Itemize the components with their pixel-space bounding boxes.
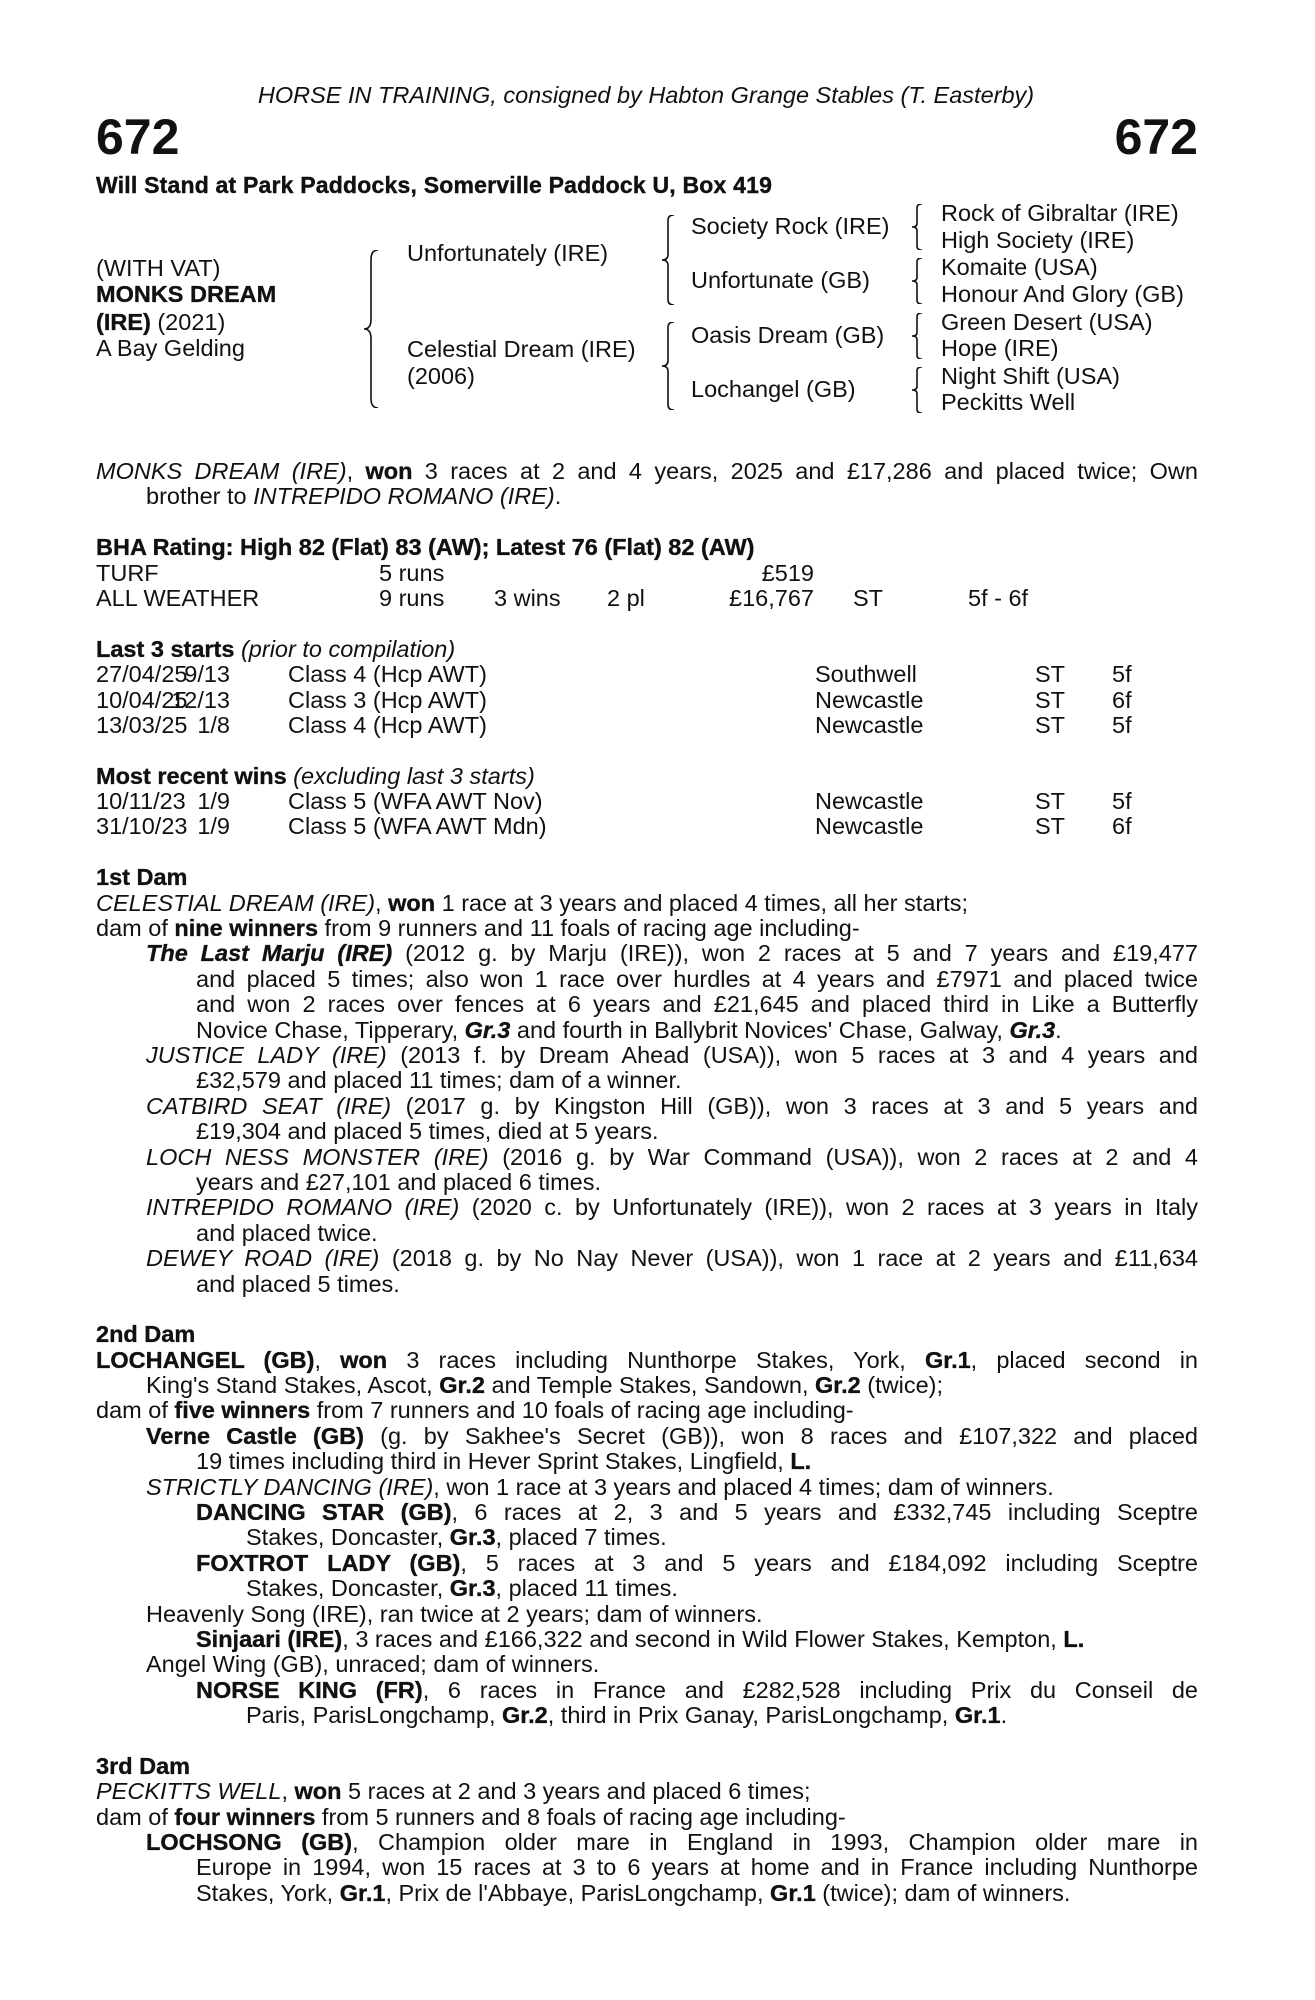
spacer (96, 1729, 1198, 1754)
text-segment: (g. by Sakhee's Secret (GB)), won 8 races and £107,322 and placed (363, 1422, 1198, 1449)
start-row-distance: 5f (1112, 661, 1132, 688)
text-segment: Gr.1 (954, 1702, 1001, 1729)
text-segment: from 5 runners and 8 foals of racing age including- (315, 1803, 846, 1830)
text-segment: won (388, 889, 436, 916)
dam-year: (2006) (407, 363, 475, 389)
text-segment: , third in Prix Ganay, ParisLongchamp, (547, 1702, 955, 1729)
text-segment: Stakes, York, (196, 1879, 340, 1906)
catalogue-body (96, 459, 1198, 1906)
dam: Celestial Dream (IRE) (407, 336, 636, 362)
text-segment: years and £27,101 and placed 6 times. (196, 1168, 601, 1195)
spacer (96, 840, 1198, 865)
start-row-track: ST (1035, 661, 1066, 688)
text-segment: , placed second in (970, 1346, 1198, 1373)
text-segment: Gr.1 (339, 1879, 386, 1906)
text-line (196, 992, 1198, 1017)
dam-heading: 3rd Dam (96, 1752, 191, 1779)
rating-row-runs: 5 runs (379, 559, 445, 586)
text-line (196, 1221, 1198, 1246)
dam-section (96, 1754, 1198, 1906)
text-segment: and placed 5 times. (196, 1270, 400, 1297)
text-segment: 5 races at 2 and 3 years and placed 6 times; (341, 1778, 811, 1805)
text-segment: won (365, 458, 413, 484)
start-row-venue: Southwell (815, 661, 917, 688)
text-segment: , 5 races at 3 and 5 years and £184,092 including Sceptre (460, 1549, 1198, 1576)
text-segment: Heavenly Song (IRE), ran twice at 2 years; dam of winners. (146, 1600, 763, 1627)
consignment-heading: HORSE IN TRAINING, consigned by Habton Grange Stables (T. Easterby) (257, 82, 1035, 108)
g3-ancestor: Green Desert (USA) (941, 309, 1153, 335)
text-segment: Verne Castle (GB) (146, 1422, 364, 1449)
text-line (146, 1830, 1198, 1855)
win-row-track: ST (1035, 813, 1066, 840)
win-row-pos: 1/9 (197, 813, 230, 840)
text-line (96, 891, 1198, 916)
paragraph (96, 1348, 1198, 1399)
start-row-date: 13/03/25 (96, 711, 188, 738)
rating-row (96, 561, 1198, 586)
text-segment: CELESTIAL DREAM (IRE) (96, 889, 376, 916)
paragraph (96, 1830, 1198, 1906)
text-segment: NORSE KING (FR) (196, 1676, 423, 1703)
start-row-date: 10/04/25 (96, 686, 188, 713)
vat-note: (WITH VAT) (96, 255, 221, 281)
text-line (146, 484, 1198, 509)
text-segment: four winners (174, 1803, 316, 1830)
start-row-track: ST (1035, 686, 1066, 713)
text-segment: . (1000, 1702, 1008, 1729)
text-segment: Gr.3 (449, 1524, 496, 1551)
paragraph (96, 1805, 1198, 1830)
text-segment: 3 races including Nunthorpe Stakes, York, (387, 1346, 925, 1373)
text-segment: Gr.2 (439, 1372, 485, 1399)
text-line (146, 1602, 1198, 1627)
start-row-venue: Newcastle (815, 686, 924, 713)
start-row (96, 713, 1198, 738)
text-segment: brother to (146, 483, 254, 510)
text-segment: dam of (96, 1803, 175, 1830)
text-segment: Stakes, Doncaster, (246, 1575, 450, 1602)
text-segment: £32,579 and placed 11 times; dam of a winner. (196, 1067, 682, 1094)
text-line (196, 1119, 1198, 1144)
text-line (146, 1424, 1198, 1449)
text-segment: dam of (96, 915, 175, 942)
last-starts-section (96, 637, 1198, 739)
text-segment: won (294, 1778, 342, 1805)
rating-row-surface: TURF (96, 559, 159, 586)
win-row-race: Class 5 (WFA AWT Nov) (288, 788, 543, 815)
start-row-distance: 5f (1112, 711, 1132, 738)
text-segment: and placed twice. (196, 1219, 378, 1246)
text-line (196, 1678, 1198, 1703)
paragraph (96, 1627, 1198, 1652)
text-segment: , placed 11 times. (495, 1575, 678, 1602)
horse-year: (2021) (150, 309, 226, 335)
text-line (96, 1348, 1198, 1373)
text-line (96, 459, 1198, 484)
paragraph (96, 1398, 1198, 1423)
start-row-race: Class 3 (Hcp AWT) (288, 686, 487, 713)
text-segment: PECKITTS WELL (96, 1778, 282, 1805)
text-segment: , placed 7 times. (495, 1524, 667, 1551)
race-record-summary (96, 459, 1198, 510)
text-segment: Paris, ParisLongchamp, (246, 1702, 503, 1729)
text-line (196, 1855, 1198, 1880)
rating-row-prize: £16,767 (729, 584, 814, 611)
text-segment: Sinjaari (IRE) (196, 1625, 343, 1652)
text-segment: five winners (174, 1397, 311, 1424)
text-segment: Novice Chase, Tipperary, (196, 1016, 465, 1043)
dam-section (96, 1322, 1198, 1728)
text-segment: , 6 races in France and £282,528 including Prix du Conseil de (422, 1676, 1198, 1703)
g3-ancestor: Peckitts Well (941, 389, 1076, 415)
paragraph (96, 941, 1198, 1043)
text-segment: Gr.1 (924, 1346, 971, 1373)
paragraph (96, 1551, 1198, 1602)
text-line (96, 1398, 1198, 1423)
last-starts-note: (prior to compilation) (234, 635, 456, 662)
text-segment: , won 1 race at 3 years and placed 4 times; dam of winners. (433, 1473, 1054, 1500)
sire-dam: Unfortunate (GB) (691, 267, 870, 293)
text-segment: STRICTLY DANCING (IRE) (146, 1473, 434, 1500)
g3-ancestor: Hope (IRE) (941, 335, 1059, 361)
lot-number-left: 672 (96, 109, 180, 165)
sire-line-brace (662, 215, 674, 305)
text-segment: LOCHANGEL (GB) (96, 1346, 315, 1373)
paragraph (96, 1678, 1198, 1729)
text-segment: LOCHSONG (GB) (146, 1829, 353, 1856)
text-segment: The Last Marju (IRE) (146, 940, 393, 967)
text-line (96, 1805, 1198, 1830)
text-segment: (twice); dam of winners. (815, 1879, 1071, 1906)
paragraph (96, 1043, 1198, 1094)
paragraph (96, 1500, 1198, 1551)
text-line (196, 1272, 1198, 1297)
paragraph (96, 1195, 1198, 1246)
stable-location: Will Stand at Park Paddocks, Somerville Paddock U, Box 419 (96, 172, 773, 198)
pedigree-brace (364, 250, 378, 408)
win-row-pos: 1/9 (197, 788, 230, 815)
text-segment: MONKS DREAM (IRE) (96, 458, 347, 484)
text-line (246, 1525, 1198, 1550)
recent-wins-title: Most recent wins (96, 762, 287, 789)
start-row-pos: 1/8 (197, 711, 230, 738)
g3-ancestor: Komaite (USA) (941, 254, 1098, 280)
text-segment: from 7 runners and 10 foals of racing age including- (310, 1397, 854, 1424)
text-segment: (2016 g. by War Command (USA)), won 2 races at 2 and 4 (488, 1143, 1199, 1170)
dam-heading: 2nd Dam (96, 1321, 196, 1348)
text-segment: Angel Wing (GB), unraced; dam of winners. (146, 1651, 600, 1678)
start-row-date: 27/04/25 (96, 661, 188, 688)
text-line (196, 1449, 1198, 1474)
text-segment: (2012 g. by Marju (IRE)), won 2 races at 5 and 7 years and £19,477 (392, 940, 1198, 967)
dam-dam: Lochangel (GB) (691, 376, 856, 402)
horse-country-year (96, 309, 225, 335)
text-segment: FOXTROT LADY (GB) (196, 1549, 461, 1576)
lot-number-right: 672 (1114, 109, 1198, 165)
text-segment: 19 times including third in Hever Sprint Stakes, Lingfield, (196, 1448, 791, 1475)
text-line (196, 967, 1198, 992)
text-segment: , Champion older mare in England in 1993, Champion older mare in (352, 1829, 1198, 1856)
text-segment: . (554, 483, 562, 510)
text-segment: (2013 f. by Dream Ahead (USA)), won 5 races at 3 and 4 years and (386, 1041, 1198, 1068)
paragraph (96, 459, 1198, 510)
text-segment: , Prix de l'Abbaye, ParisLongchamp, (385, 1879, 771, 1906)
text-segment: (2017 g. by Kingston Hill (GB)), won 3 races at 3 and 5 years and (391, 1092, 1198, 1119)
text-line (196, 1881, 1198, 1906)
sire-sire: Society Rock (IRE) (691, 213, 890, 239)
text-segment: Gr.2 (502, 1702, 548, 1729)
text-line (196, 1627, 1198, 1652)
win-row-race: Class 5 (WFA AWT Mdn) (288, 813, 547, 840)
start-row (96, 662, 1198, 687)
text-segment: and placed 5 times; also won 1 race over hurdles at 4 years and £7971 and placed twice (196, 965, 1198, 992)
g3-brace (912, 258, 922, 304)
text-segment: (2018 g. by No Nay Never (USA)), won 1 race at 2 years and £11,634 (379, 1245, 1198, 1272)
text-line (146, 941, 1198, 966)
dam-heading: 1st Dam (96, 864, 188, 891)
text-segment: , (314, 1346, 341, 1373)
paragraph (96, 916, 1198, 941)
rating-row-runs: 9 runs (379, 584, 445, 611)
start-row-distance: 6f (1112, 686, 1132, 713)
g3-brace (912, 204, 922, 250)
rating-row-surface: ALL WEATHER (96, 584, 260, 611)
rating-heading: BHA Rating: High 82 (Flat) 83 (AW); Latest 76 (Flat) 82 (AW) (96, 534, 755, 561)
text-line (196, 1018, 1198, 1043)
text-line (246, 1703, 1198, 1728)
text-segment: and won 2 races over fences at 6 years and £21,645 and placed third in Like a Butterfly (196, 991, 1198, 1018)
win-row-track: ST (1035, 788, 1066, 815)
text-segment: and fourth in Ballybrit Novices' Chase, Galway, (510, 1016, 1010, 1043)
text-segment: £19,304 and placed 5 times, died at 5 years. (196, 1118, 659, 1145)
text-line (146, 1373, 1198, 1398)
paragraph (96, 1145, 1198, 1196)
start-row-race: Class 4 (Hcp AWT) (288, 661, 487, 688)
text-segment: (2020 c. by Unfortunately (IRE)), won 2 races at 3 years in Italy (459, 1194, 1199, 1221)
paragraph (96, 1652, 1198, 1677)
text-line (146, 1043, 1198, 1068)
text-line (196, 1500, 1198, 1525)
rating-row-wins: 3 wins (494, 584, 561, 611)
text-segment: Gr.2 (815, 1372, 861, 1399)
start-row (96, 688, 1198, 713)
rating-section (96, 535, 1198, 611)
sire: Unfortunately (IRE) (407, 240, 609, 266)
horse-country: (IRE) (96, 309, 151, 335)
text-segment: Europe in 1994, won 15 races at 3 to 6 years at home and in France including Nunthorpe (196, 1854, 1198, 1881)
start-row-venue: Newcastle (815, 711, 924, 738)
text-segment: Gr.3 (449, 1575, 496, 1602)
text-segment: DANCING STAR (GB) (196, 1499, 452, 1526)
recent-wins-heading (96, 764, 1198, 789)
g3-ancestor: Rock of Gibraltar (IRE) (941, 200, 1179, 226)
start-row-track: ST (1035, 711, 1066, 738)
spacer (96, 1297, 1198, 1322)
text-segment: DEWEY ROAD (IRE) (146, 1245, 380, 1272)
paragraph (96, 891, 1198, 916)
text-segment: JUSTICE LADY (IRE) (146, 1041, 387, 1068)
rating-row-prize: £519 (761, 559, 814, 586)
horse-name: MONKS DREAM (96, 281, 277, 307)
text-line (196, 1551, 1198, 1576)
text-segment: 3 races at 2 and 4 years, 2025 and £17,286 and placed twice; Own (412, 458, 1198, 484)
g3-ancestor: Night Shift (USA) (941, 363, 1120, 389)
text-segment: nine winners (174, 915, 319, 942)
rating-row-track: ST (853, 584, 884, 611)
text-segment: won (340, 1346, 388, 1373)
text-segment: and Temple Stakes, Sandown, (484, 1372, 816, 1399)
dam-line-brace (662, 322, 674, 410)
text-segment: Gr.3 (464, 1016, 511, 1043)
start-row-pos: 9/13 (184, 661, 230, 688)
text-segment: Gr.3 (1009, 1016, 1056, 1043)
start-row-race: Class 4 (Hcp AWT) (288, 711, 487, 738)
win-row-venue: Newcastle (815, 813, 924, 840)
g3-ancestor: Honour And Glory (GB) (941, 281, 1184, 307)
text-line (146, 1475, 1198, 1500)
text-segment: L. (1063, 1625, 1085, 1652)
last-starts-heading (96, 637, 1198, 662)
text-line (196, 1170, 1198, 1195)
g3-brace (912, 367, 922, 413)
text-line (146, 1094, 1198, 1119)
dam-sire: Oasis Dream (GB) (691, 322, 885, 348)
text-segment: . (1055, 1016, 1062, 1043)
paragraph (96, 1602, 1198, 1627)
win-row-distance: 6f (1112, 813, 1132, 840)
last-starts-title: Last 3 starts (96, 635, 235, 662)
text-segment: , (346, 458, 366, 484)
text-segment: (twice); (860, 1372, 943, 1399)
rating-row-distance: 5f - 6f (968, 584, 1029, 611)
horse-description: A Bay Gelding (96, 335, 245, 361)
text-line (96, 1779, 1198, 1804)
text-segment: from 9 runners and 11 foals of racing age including- (318, 915, 860, 942)
text-segment: LOCH NESS MONSTER (IRE) (146, 1143, 489, 1170)
rating-row-placed: 2 pl (607, 584, 645, 611)
text-line (146, 1195, 1198, 1220)
text-line (246, 1576, 1198, 1601)
text-segment: King's Stand Stakes, Ascot, (146, 1372, 440, 1399)
start-row-pos: 12/13 (171, 686, 230, 713)
paragraph (96, 1246, 1198, 1297)
text-line (146, 1652, 1198, 1677)
text-segment: , (375, 889, 389, 916)
rating-row (96, 586, 1198, 611)
text-segment: 1 race at 3 years and placed 4 times, all her starts; (435, 889, 969, 916)
win-row-date: 10/11/23 (96, 788, 186, 815)
text-line (196, 1068, 1198, 1093)
text-segment: Stakes, Doncaster, (246, 1524, 450, 1551)
text-segment: , 3 races and £166,322 and second in Wild Flower Stakes, Kempton, (342, 1625, 1064, 1652)
text-segment: INTREPIDO ROMANO (IRE) (253, 483, 555, 510)
win-row (96, 814, 1198, 839)
paragraph (96, 1094, 1198, 1145)
paragraph (96, 1475, 1198, 1500)
text-segment: , (281, 1778, 295, 1805)
g3-brace (912, 313, 922, 359)
win-row-date: 31/10/23 (96, 813, 188, 840)
win-row (96, 789, 1198, 814)
text-segment: Gr.1 (770, 1879, 816, 1906)
text-segment: INTREPIDO ROMANO (IRE) (146, 1194, 460, 1221)
text-line (96, 916, 1198, 941)
recent-wins-section (96, 764, 1198, 840)
win-row-distance: 5f (1112, 788, 1132, 815)
text-segment: CATBIRD SEAT (IRE) (146, 1092, 392, 1119)
g3-ancestor: High Society (IRE) (941, 227, 1135, 253)
text-segment: , 6 races at 2, 3 and 5 years and £332,745 including Sceptre (451, 1499, 1198, 1526)
recent-wins-note: (excluding last 3 starts) (286, 762, 535, 789)
paragraph (96, 1779, 1198, 1804)
text-line (146, 1145, 1198, 1170)
paragraph (96, 1424, 1198, 1475)
text-line (146, 1246, 1198, 1271)
text-segment: L. (790, 1448, 812, 1475)
win-row-venue: Newcastle (815, 788, 924, 815)
dam-section (96, 865, 1198, 1297)
text-segment: dam of (96, 1397, 175, 1424)
